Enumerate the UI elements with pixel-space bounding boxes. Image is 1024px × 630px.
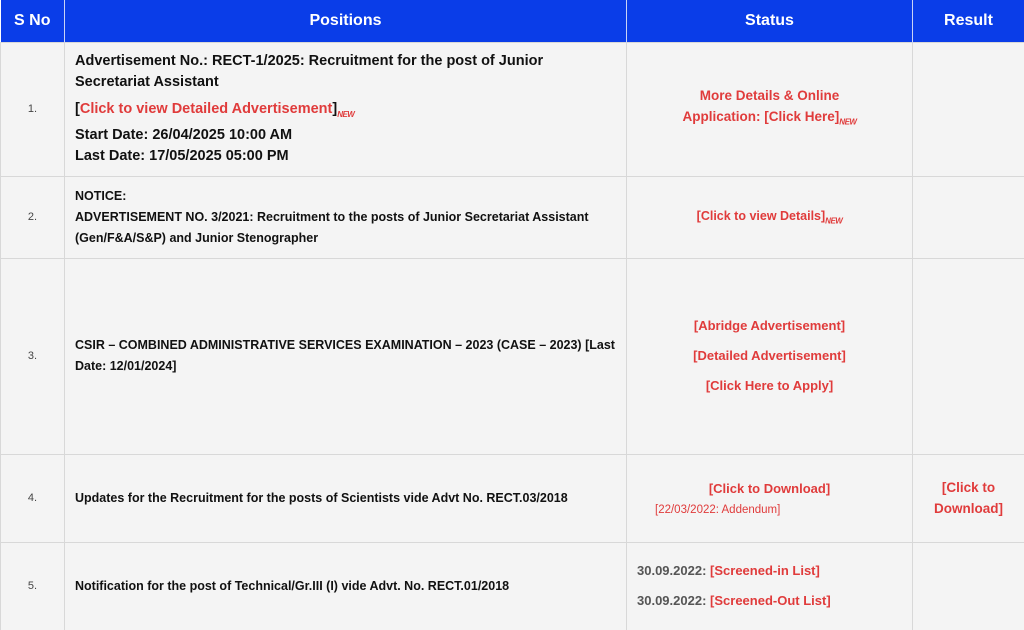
row-result xyxy=(913,42,1024,176)
row-title: Advertisement No.: RECT-1/2025: Recruitment for the post of Junior Secretariat Assistant xyxy=(75,53,544,91)
row-position xyxy=(65,258,627,454)
screened-out-list-link[interactable]: [Screened-Out List] xyxy=(710,593,831,608)
row-result xyxy=(913,258,1024,454)
row-sno: 1. xyxy=(1,42,65,176)
row-position xyxy=(65,176,627,258)
row-position xyxy=(65,42,627,176)
row-title: Notification for the post of Technical/Gr.III (I) vide Advt. No. RECT.01/2018 xyxy=(75,578,510,593)
list-date: 30.09.2022: xyxy=(637,563,707,578)
row-status xyxy=(627,542,913,630)
row-sno: 3. xyxy=(1,258,65,454)
row-title: CSIR – COMBINED ADMINISTRATIVE SERVICES EXAMINATION – 2023 (CASE – 2023) [Last Date: 12/01/2024] xyxy=(75,338,615,373)
abridge-advertisement-link[interactable]: [Abridge Advertisement] xyxy=(693,318,846,333)
download-link[interactable]: [Click to Download] xyxy=(708,480,831,496)
advert-link-line: [Click to view Detailed $Advertisement]_{NEW}$ xyxy=(75,101,355,119)
online-application-link[interactable]: Application: [Click Here] xyxy=(682,109,840,125)
new-badge-icon: NEW xyxy=(839,117,857,127)
header-result: Result xyxy=(913,0,1024,42)
apply-link[interactable]: [Click Here to Apply] xyxy=(705,378,834,393)
table-row xyxy=(1,176,1024,258)
last-date: Last Date: 17/05/2025 05:00 PM xyxy=(75,147,289,164)
row-status xyxy=(627,176,913,258)
table-row xyxy=(1,258,1024,454)
table-header-row xyxy=(1,0,1024,42)
view-details-link[interactable]: [Click to view Details] xyxy=(696,208,826,223)
list-date: 30.09.2022: xyxy=(637,593,707,608)
table-row xyxy=(1,454,1024,542)
status-text: More Details & Online xyxy=(699,88,840,104)
detailed-advertisement-link[interactable]: [Detailed Advertisement] xyxy=(693,348,846,363)
header-sno: S No xyxy=(1,0,65,42)
row-sno: 5. xyxy=(1,542,65,630)
row-title: Updates for the Recruitment for the posts of Scientists vide Advt No. RECT.03/2018 xyxy=(75,490,568,505)
row-status xyxy=(627,454,913,542)
new-badge-icon: NEW xyxy=(337,109,355,119)
header-positions: Positions xyxy=(65,0,627,42)
row-status xyxy=(627,42,913,176)
row-position xyxy=(65,454,627,542)
row-sno: 2. xyxy=(1,176,65,258)
detailed-advertisement-link[interactable]: Click to view Detailed Advertisement xyxy=(79,101,333,118)
row-result xyxy=(913,176,1024,258)
row-title: ADVERTISEMENT NO. 3/2021: Recruitment to the posts of Junior Secretariat Assistant (Gen/F&A/S&P) and Junior Stenographer xyxy=(75,209,589,245)
screened-in-list-link[interactable]: [Screened-in List] xyxy=(710,563,820,578)
start-date: Start Date: 26/04/2025 10:00 AM xyxy=(75,126,293,143)
table-row xyxy=(1,42,1024,176)
new-badge-icon: NEW xyxy=(825,216,843,226)
header-status: Status xyxy=(627,0,913,42)
addendum-link[interactable]: [22/03/2022: Addendum] xyxy=(655,503,781,516)
notice-label: NOTICE: xyxy=(75,188,127,203)
result-download-link[interactable]: [Click to Download] xyxy=(913,454,1024,542)
row-position xyxy=(65,542,627,630)
row-result xyxy=(913,542,1024,630)
row-status xyxy=(627,258,913,454)
table-row xyxy=(1,542,1024,630)
row-sno: 4. xyxy=(1,454,65,542)
